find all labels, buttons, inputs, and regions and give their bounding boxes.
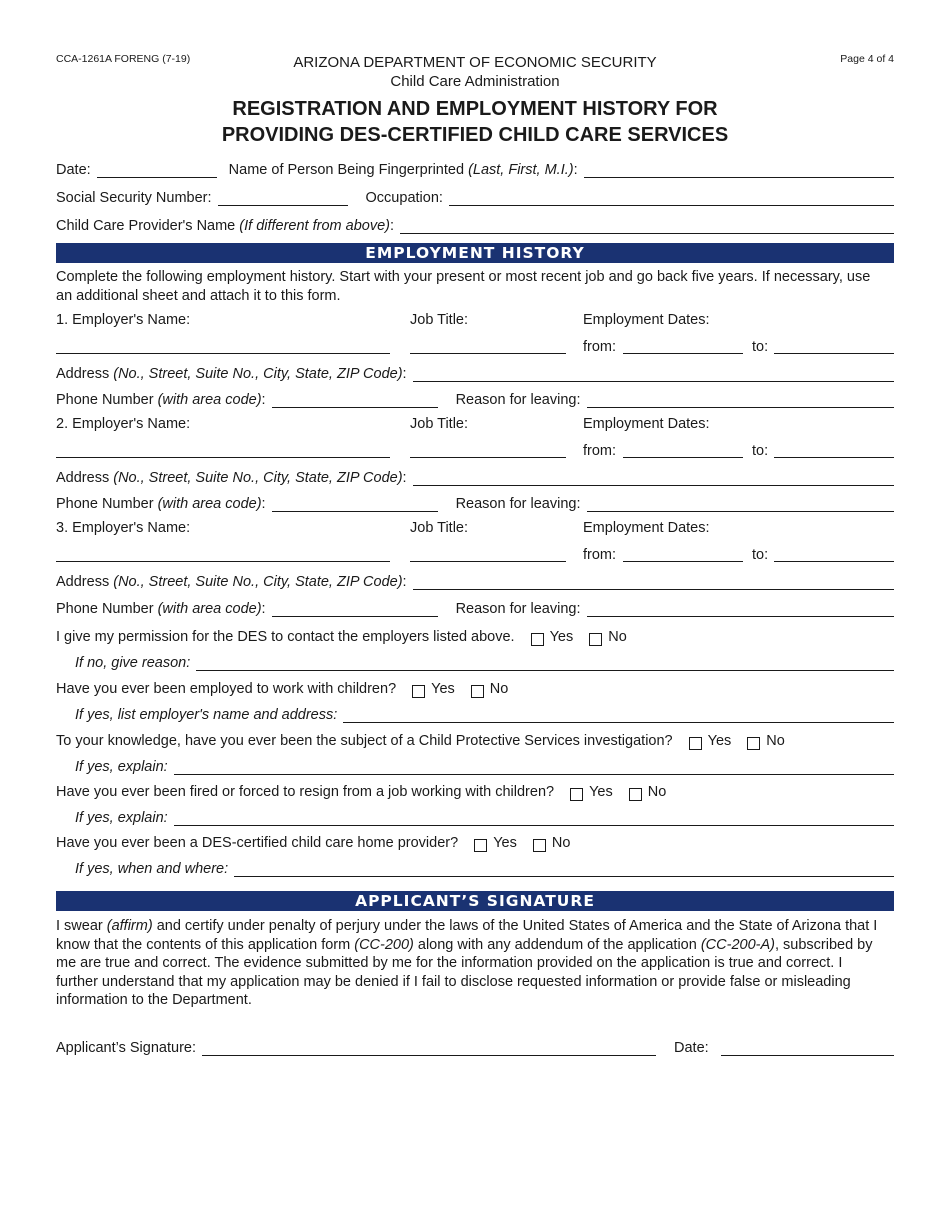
employment-instructions: Complete the following employment history. Start with your present or most recent job and go back five years. If necessary, use an additional sheet and attach it to this form.: [56, 269, 871, 304]
fired-yes-checkbox[interactable]: [570, 788, 583, 801]
signature-date-label: Date:: [674, 1040, 709, 1056]
employer-1-to-label: to:: [752, 339, 769, 355]
cps-explain-row: If yes, explain:: [75, 755, 894, 775]
fired-explain-field[interactable]: [174, 809, 894, 826]
permission-reason-row: If no, give reason:: [75, 651, 894, 671]
employer-1-reason-field[interactable]: [587, 391, 895, 408]
employer-2-to-field[interactable]: [774, 441, 894, 458]
agency-header: [56, 53, 894, 91]
signature-date-field[interactable]: [721, 1039, 894, 1056]
cps-yes-checkbox[interactable]: [689, 737, 702, 750]
ssn-field[interactable]: [218, 189, 348, 206]
employment-history-heading: EMPLOYMENT HISTORY: [56, 243, 894, 263]
employer-2-address-field[interactable]: [413, 469, 894, 486]
employer-2-from-label: from:: [583, 443, 617, 459]
des-provider-details-field[interactable]: [234, 860, 894, 877]
employer-2-name-field[interactable]: [56, 441, 390, 458]
fingerprint-name-field[interactable]: [584, 161, 894, 178]
worked-children-details-field[interactable]: [343, 706, 894, 723]
des-provider-no-checkbox[interactable]: [533, 839, 546, 852]
occupation-label: Occupation:: [365, 190, 443, 206]
fired-explain-row: If yes, explain:: [75, 806, 894, 826]
question-cps-investigation: To your knowledge, have you ever been the subject of a Child Protective Services investigation? Yes No: [56, 733, 785, 749]
employer-2-phone-row: Phone Number (with area code) : Reason for leaving:: [56, 492, 894, 512]
occupation-field[interactable]: [449, 189, 894, 206]
signature-heading: APPLICANT’S SIGNATURE: [56, 891, 894, 911]
provider-row: Child Care Provider's Name (If different from above) :: [56, 214, 894, 234]
worked-children-yes-checkbox[interactable]: [412, 685, 425, 698]
employer-3-name-label: 3. Employer's Name:: [56, 520, 191, 536]
employer-1-job-title-field[interactable]: [410, 337, 566, 354]
employer-1-address-field[interactable]: [413, 365, 894, 382]
des-provider-yes-checkbox[interactable]: [474, 839, 487, 852]
employer-3-phone-field[interactable]: [272, 600, 438, 617]
employer-2-name-label: 2. Employer's Name:: [56, 416, 191, 432]
question-permission: I give my permission for the DES to contact the employers listed above. Yes No: [56, 629, 627, 645]
des-provider-details-row: If yes, when and where:: [75, 857, 894, 877]
employer-1-phone-field[interactable]: [272, 391, 438, 408]
fingerprint-name-hint: (Last, First, M.I.): [468, 162, 574, 178]
employer-3-job-title-field[interactable]: [410, 545, 566, 562]
employer-3-to-field[interactable]: [774, 545, 894, 562]
employer-1-from-field[interactable]: [623, 337, 743, 354]
date-label: Date:: [56, 162, 91, 178]
employer-2-job-title-field[interactable]: [410, 441, 566, 458]
employer-2-address-row: Address (No., Street, Suite No., City, State, ZIP Code) :: [56, 466, 894, 486]
signature-field[interactable]: [202, 1039, 656, 1056]
employer-3-phone-row: Phone Number (with area code) : Reason for leaving:: [56, 597, 894, 617]
employer-3-from-label: from:: [583, 547, 617, 563]
employer-1-to-field[interactable]: [774, 337, 894, 354]
form-code: CCA-1261A FORENG (7-19): [56, 53, 191, 65]
employer-1-dates-label: Employment Dates:: [583, 312, 710, 328]
employer-1-phone-row: Phone Number (with area code) : Reason for leaving:: [56, 388, 894, 408]
ssn-label: Social Security Number:: [56, 190, 212, 206]
page-number: Page 4 of 4: [840, 53, 894, 65]
signature-row: [56, 1036, 894, 1056]
provider-hint: (If different from above): [239, 218, 390, 234]
fired-no-checkbox[interactable]: [629, 788, 642, 801]
employer-2-phone-field[interactable]: [272, 495, 438, 512]
question-des-provider: Have you ever been a DES-certified child care home provider? Yes No: [56, 835, 571, 851]
agency-name: ARIZONA DEPARTMENT OF ECONOMIC SECURITY: [293, 54, 657, 71]
date-name-row: Date: Name of Person Being Fingerprinted (Last, First, M.I.) :: [56, 158, 894, 178]
provider-label: Child Care Provider's Name: [56, 218, 236, 234]
employer-3-job-title-label: Job Title:: [410, 520, 469, 536]
worked-children-no-checkbox[interactable]: [471, 685, 484, 698]
fingerprint-name-label: Name of Person Being Fingerprinted: [228, 162, 465, 178]
employer-3-address-row: Address (No., Street, Suite No., City, State, ZIP Code) :: [56, 570, 894, 590]
employer-2-to-label: to:: [752, 443, 769, 459]
signature-label: Applicant’s Signature:: [56, 1040, 196, 1056]
employer-2-dates-label: Employment Dates:: [583, 416, 710, 432]
employer-3-from-field[interactable]: [623, 545, 743, 562]
employer-1-address-row: Address (No., Street, Suite No., City, State, ZIP Code) :: [56, 362, 894, 382]
permission-yes-checkbox[interactable]: [531, 633, 544, 646]
cps-no-checkbox[interactable]: [747, 737, 760, 750]
employer-1-from-label: from:: [583, 339, 617, 355]
permission-no-checkbox[interactable]: [589, 633, 602, 646]
question-worked-with-children: Have you ever been employed to work with children? Yes No: [56, 681, 509, 697]
employer-1-name-label: 1. Employer's Name:: [56, 312, 191, 328]
attestation-text: I swear (affirm) and certify under penalty of perjury under the laws of the United States of America and the State of Arizona that I know that the contents of this application form (CC-200) along with any addendum of the application (CC-200-A), subscribed by me are true and correct. The evidence submitted by me for the information provided on the application is true and correct. I further understand that my application may be denied if I fail to disclose requested information or provide false or misleading information to the Department.: [56, 918, 878, 1008]
question-fired: Have you ever been fired or forced to resign from a job working with children? Yes No: [56, 784, 667, 800]
employer-2-reason-field[interactable]: [587, 495, 895, 512]
employer-2-job-title-label: Job Title:: [410, 416, 469, 432]
date-field[interactable]: [97, 161, 217, 178]
page-title: REGISTRATION AND EMPLOYMENT HISTORY FOR PROVIDING DES-CERTIFIED CHILD CARE SERVICES: [221, 98, 729, 146]
employer-2-from-field[interactable]: [623, 441, 743, 458]
worked-children-details-row: If yes, list employer's name and address:: [75, 703, 894, 723]
employer-3-reason-field[interactable]: [587, 600, 895, 617]
employer-3-address-field[interactable]: [413, 573, 894, 590]
employer-3-to-label: to:: [752, 547, 769, 563]
ssn-occupation-row: [56, 186, 894, 206]
employer-3-dates-label: Employment Dates:: [583, 520, 710, 536]
employer-3-name-field[interactable]: [56, 545, 390, 562]
division-name: Child Care Administration: [390, 73, 560, 90]
provider-name-field[interactable]: [400, 217, 894, 234]
employer-1-name-field[interactable]: [56, 337, 390, 354]
permission-reason-field[interactable]: [196, 654, 894, 671]
employer-1-job-title-label: Job Title:: [410, 312, 469, 328]
cps-explain-field[interactable]: [174, 758, 894, 775]
